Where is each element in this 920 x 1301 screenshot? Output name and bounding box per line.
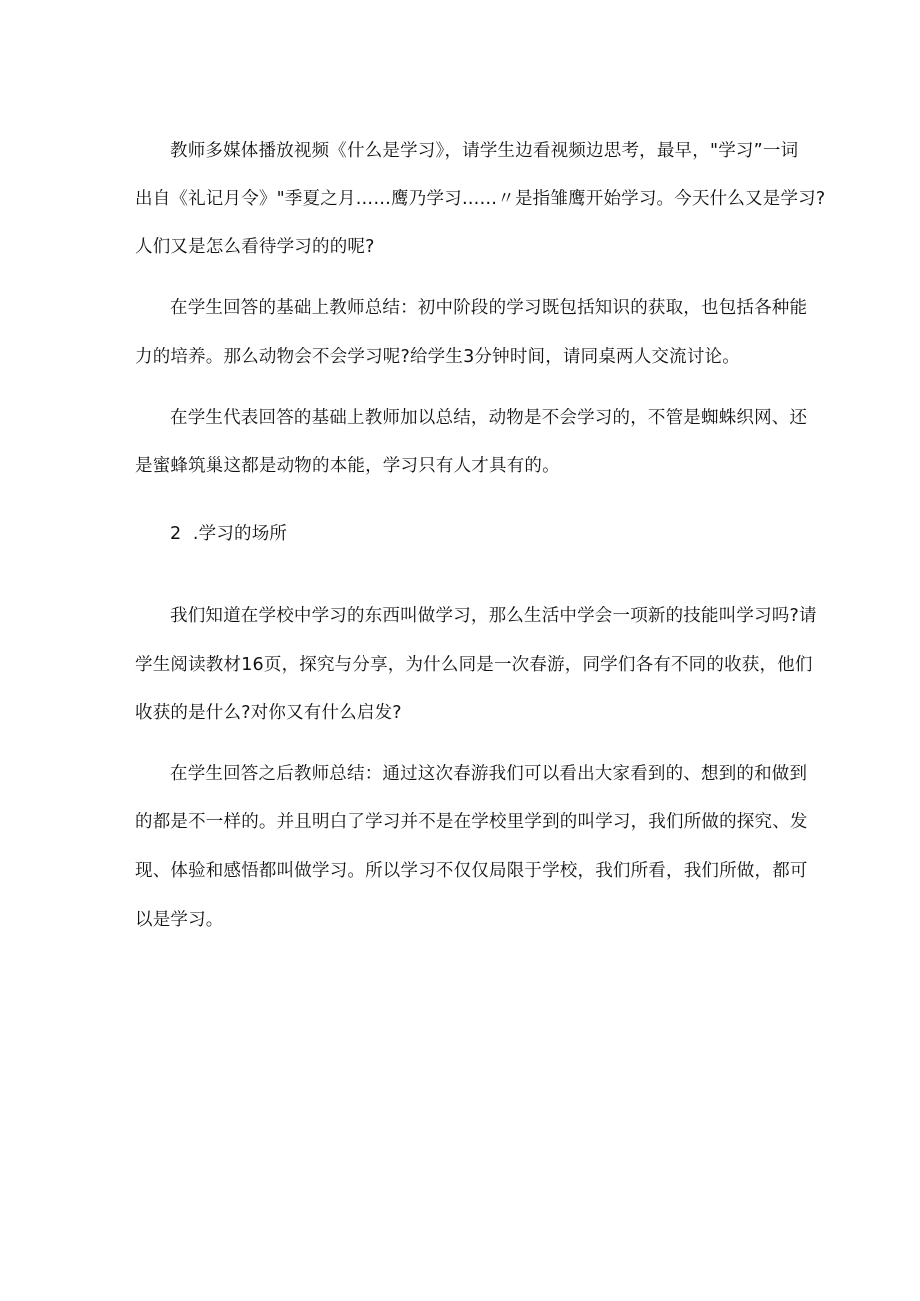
paragraph-line: 出自《礼记月令》"季夏之月……鹰乃学习……〃是指雏鹰开始学习。今天什么又是学习? bbox=[135, 189, 826, 209]
paragraph-line: 在学生回答之后教师总结：通过这次春游我们可以看出大家看到的、想到的和做到 bbox=[170, 764, 808, 784]
paragraph-line: 我们知道在学校中学习的东西叫做学习，那么生活中学会一项新的技能叫学习吗?请 bbox=[170, 606, 817, 626]
paragraph-line: 在学生代表回答的基础上教师加以总结，动物是不会学习的，不管是蜘蛛织网、还 bbox=[170, 408, 808, 428]
paragraph-line: 在学生回答的基础上教师总结：初中阶段的学习既包括知识的获取，也包括各种能 bbox=[170, 298, 808, 318]
paragraph-line: 是蜜蜂筑巢这都是动物的本能，学习只有人才具有的。 bbox=[135, 456, 560, 476]
paragraph-line: 现、体验和感悟都叫做学习。所以学习不仅仅局限于学校，我们所看，我们所做，都可 bbox=[135, 861, 808, 881]
paragraph-line: 学生阅读教材16页，探究与分享，为什么同是一次春游，同学们各有不同的收获，他们 bbox=[135, 655, 813, 675]
paragraph-line: 的都是不一样的。并且明白了学习并不是在学校里学到的叫学习，我们所做的探究、发 bbox=[135, 812, 808, 832]
paragraph-line: 以是学习。 bbox=[135, 910, 224, 930]
paragraph-line: 人们又是怎么看待学习的的呢? bbox=[135, 237, 375, 257]
section-heading-text: 2 .学习的场所 bbox=[170, 524, 288, 544]
paragraph-line: 收获的是什么?对你又有什么启发? bbox=[135, 703, 402, 723]
paragraph-line: 力的培养。那么动物会不会学习呢?给学生3分钟时间，请同桌两人交流讨论。 bbox=[135, 347, 740, 367]
paragraph-line: 教师多媒体播放视频《什么是学习》，请学生边看视频边思考，最早，"学习”一词 bbox=[170, 141, 799, 161]
